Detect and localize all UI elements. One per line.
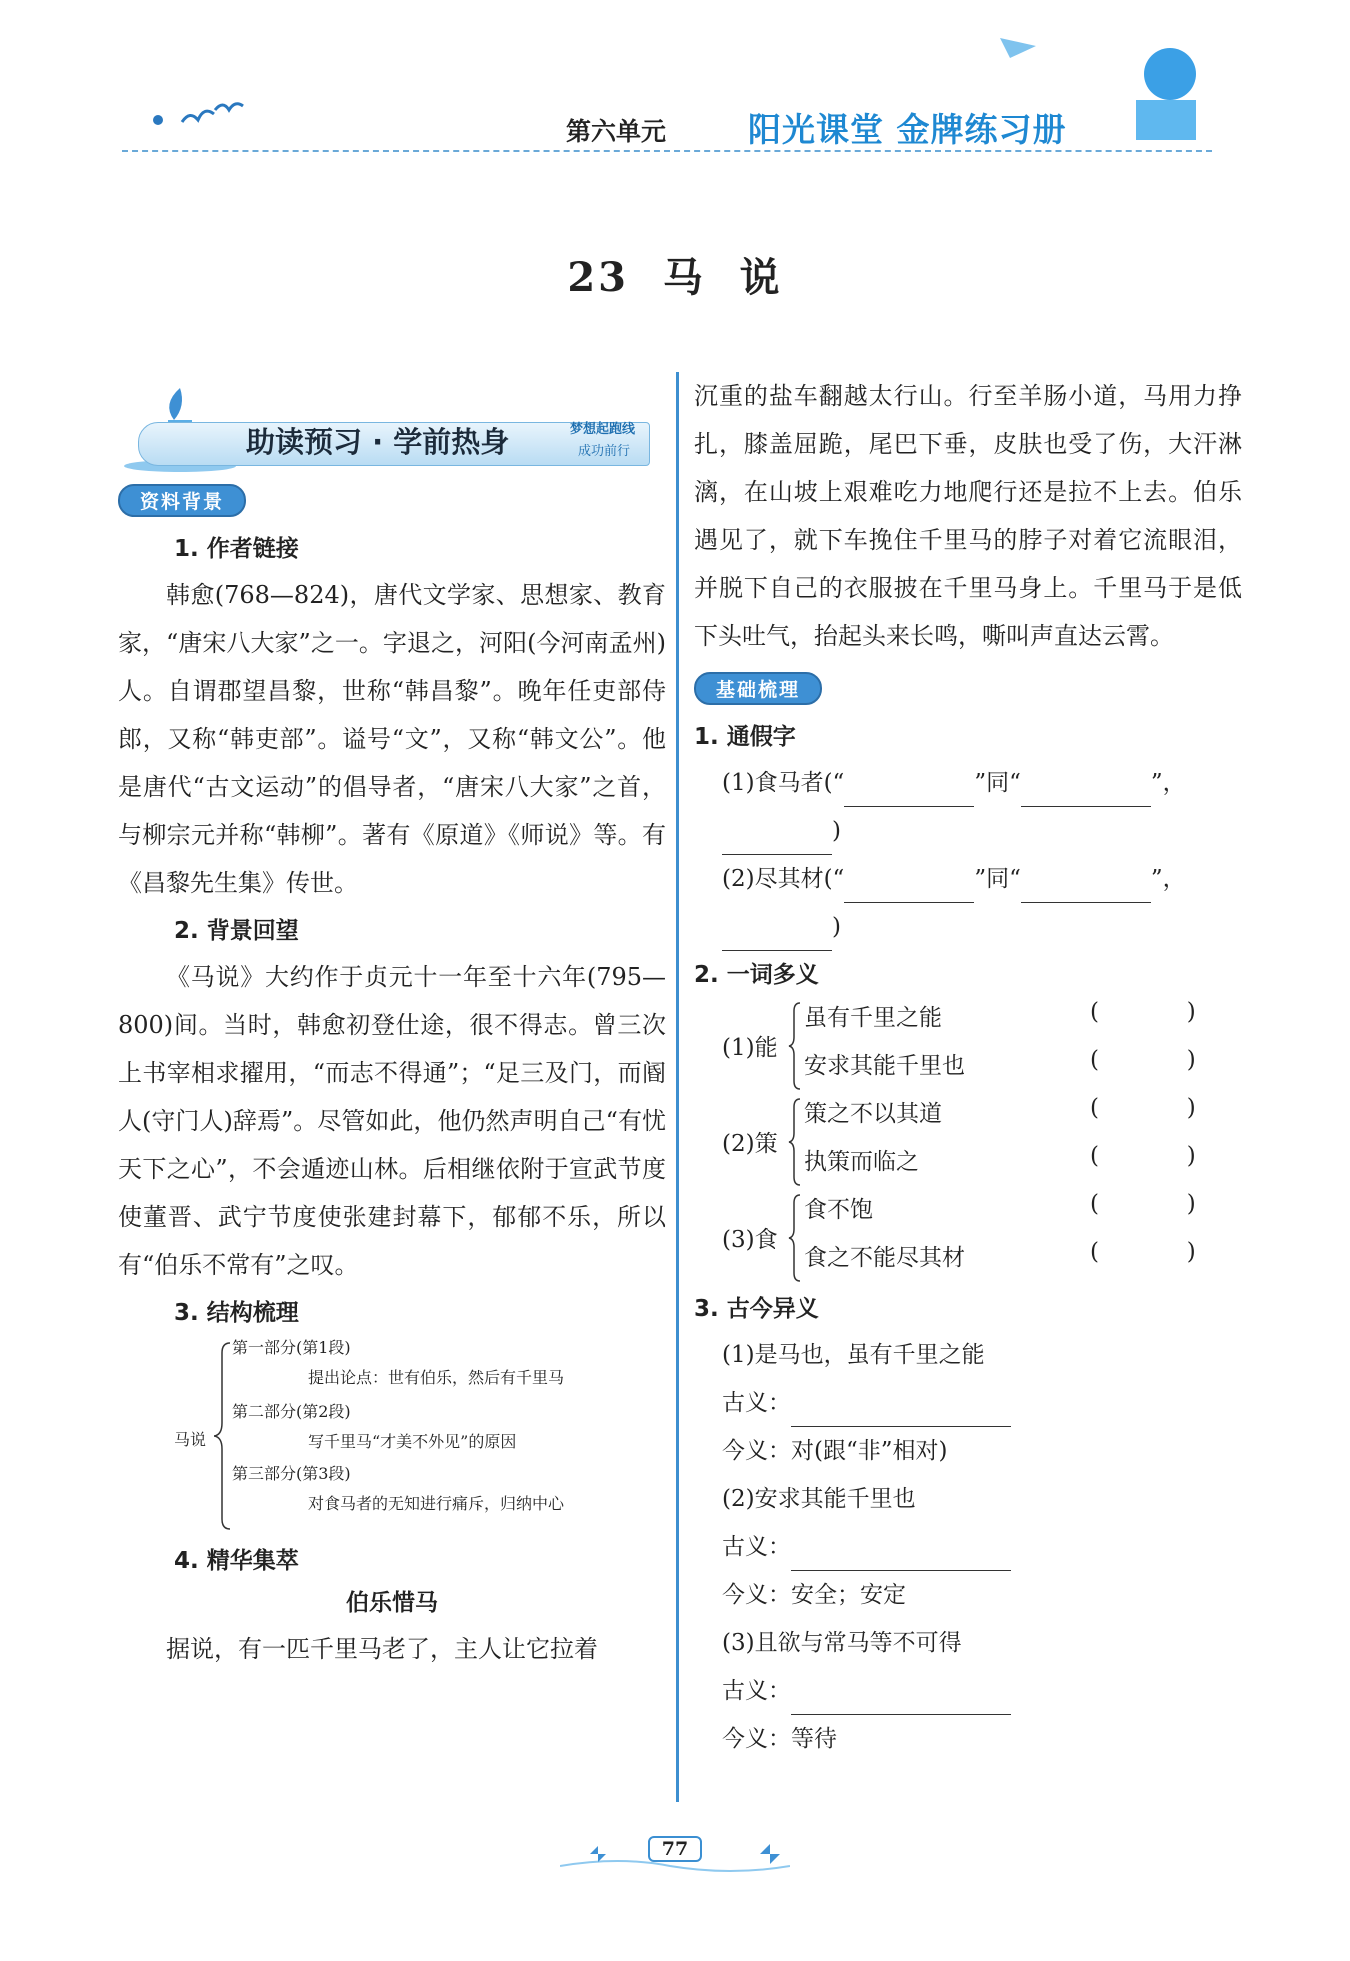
- paragraph: 韩愈(768—824)，唐代文学家、思想家、教育家，“唐宋八大家”之一。字退之，河阳(今河南孟州)人。自谓郡望昌黎，世称“韩昌黎”。晚年任吏部侍郎，又称“韩吏部”。谥号“文”，又称“韩文公”。他是唐代“古文运动”的倡导者，“唐宋八大家”之首，与柳宗元并称“韩柳”。著有《原道》《师说》等。有《昌黎先生集》传世。: [118, 581, 666, 897]
- structure-part: 第一部分(第1段): [232, 1338, 351, 1357]
- question: [694, 1523, 1242, 1571]
- polysemy-sentence: 执策而临之: [804, 1149, 919, 1175]
- subheading: 3. 古今异义: [694, 1296, 819, 1322]
- answer-parens[interactable]: ( ): [1090, 1191, 1196, 1217]
- column-divider: [676, 372, 679, 1802]
- paragraph: 沉重的盐车翻越太行山。行至羊肠小道，马用力挣扎，膝盖屈跪，尾巴下垂，皮肤也受了伤，大汗淋漓，在山坡上艰难吃力地爬行还是拉不上去。伯乐遇见了，就下车挽住千里马的脖子对着它流眼泪，并脱下自己的衣服披在千里马身上。千里马于是低下头吐气，抬起头来长鸣，嘶叫声直达云霄。: [694, 382, 1242, 650]
- unit-label: 第六单元: [566, 117, 667, 146]
- jin-text: 今义：等待: [722, 1726, 837, 1752]
- question-text: (2)尽其材(“: [722, 866, 845, 892]
- left-column: [118, 380, 666, 1673]
- book-stack-icon: [1136, 100, 1196, 140]
- answer-blank[interactable]: [1021, 776, 1151, 807]
- answer-blank[interactable]: [791, 1396, 1011, 1427]
- answer-parens[interactable]: ( ): [1090, 1239, 1196, 1265]
- answer-blank[interactable]: [844, 776, 974, 807]
- question-text: ”，: [1150, 770, 1186, 796]
- answer-blank[interactable]: [722, 920, 832, 951]
- pinwheel-icon: [760, 1844, 780, 1864]
- question: [694, 1379, 1242, 1427]
- question: [694, 1571, 1242, 1619]
- polysemy-sentence: 食不饱: [804, 1197, 873, 1223]
- question: [694, 807, 1242, 855]
- answer-parens[interactable]: ( ): [1090, 1143, 1196, 1169]
- page-title: 23 马 说: [567, 254, 783, 301]
- question: [694, 1667, 1242, 1715]
- polysemy-sentence: 安求其能千里也: [804, 1053, 965, 1079]
- jin-text: 今义：对(跟“非”相对): [722, 1438, 948, 1464]
- jin-text: 今义：安全；安定: [722, 1582, 906, 1608]
- structure-part: 第三部分(第3段): [232, 1464, 351, 1483]
- pinwheel-icon: [590, 1846, 606, 1862]
- polysemy-sentence: 策之不以其道: [804, 1101, 942, 1127]
- question: [694, 1427, 1242, 1475]
- paper-plane-icon: [1000, 38, 1036, 58]
- footer-decoration: [560, 1838, 790, 1872]
- polysemy-group: [694, 1189, 1242, 1285]
- question-text: ”同“: [974, 866, 1021, 892]
- polysemy-label: (2)策: [722, 1131, 778, 1157]
- question: [694, 1331, 1242, 1379]
- question-text: (3)且欲与常马等不可得: [722, 1630, 962, 1656]
- question: [694, 855, 1242, 903]
- question: [694, 1715, 1242, 1763]
- banner-subtitle: 成功前行: [578, 444, 631, 459]
- section-tag: 资料背景: [118, 484, 246, 517]
- structure-diagram: [118, 1335, 666, 1537]
- footer: [0, 1836, 1350, 1862]
- brace-icon: [788, 1001, 804, 1091]
- structure-desc: 写千里马“才美不外见”的原因: [308, 1432, 517, 1451]
- paragraph: 《马说》大约作于贞元十一年至十六年(795—800)间。当时，韩愈初登仕途，很不得志。曾三次上书宰相求擢用，“而志不得通”；“足三及门，而阍人(守门人)辞焉”。尽管如此，他仍然声明自己“有忧天下之心”，不会遁迹山林。后相继依附于宣武节度使董晋、武宁节度使张建封幕下，郁郁不乐，所以有“伯乐不常有”之叹。: [118, 963, 666, 1279]
- subheading: 4. 精华集萃: [174, 1548, 299, 1574]
- paragraph: 据说，有一匹千里马老了，主人让它拉着: [166, 1635, 598, 1663]
- answer-blank[interactable]: [791, 1684, 1011, 1715]
- brace-icon: [214, 1341, 234, 1531]
- section-tag: 基础梳理: [694, 672, 822, 705]
- polysemy-group: [694, 997, 1242, 1093]
- subheading: 1. 通假字: [694, 724, 796, 750]
- answer-blank[interactable]: [791, 1540, 1011, 1571]
- gu-label: 古义：: [722, 1534, 791, 1560]
- polysemy-label: (3)食: [722, 1227, 778, 1253]
- section-banner: [118, 380, 658, 472]
- answer-blank[interactable]: [722, 824, 832, 855]
- question-text: (1)是马也，虽有千里之能: [722, 1342, 985, 1368]
- subheading: 2. 背景回望: [174, 918, 299, 944]
- brand-title: 阳光课堂 金牌练习册: [748, 110, 1067, 149]
- structure-desc: 对食马者的无知进行痛斥，归纳中心: [308, 1494, 565, 1513]
- answer-blank[interactable]: [1021, 872, 1151, 903]
- question: [694, 903, 1242, 951]
- bird-icon: [215, 104, 243, 110]
- polysemy-group: [694, 1093, 1242, 1189]
- bird-icon: [182, 111, 214, 122]
- page-number: 77: [648, 1836, 702, 1862]
- structure-root: 马说: [174, 1430, 207, 1449]
- gu-label: 古义：: [722, 1678, 791, 1704]
- story-title: 伯乐惜马: [346, 1590, 438, 1616]
- question-text: ): [832, 914, 841, 940]
- subheading: 2. 一词多义: [694, 962, 819, 988]
- question: [694, 1619, 1242, 1667]
- answer-parens[interactable]: ( ): [1090, 1095, 1196, 1121]
- brace-icon: [788, 1193, 804, 1283]
- answer-parens[interactable]: ( ): [1090, 1047, 1196, 1073]
- gu-label: 古义：: [722, 1390, 791, 1416]
- banner-subtitle: 梦想起跑线: [570, 422, 636, 437]
- globe-icon: [1144, 48, 1196, 100]
- header-dot-icon: [153, 115, 163, 125]
- right-column: [694, 372, 1242, 1763]
- answer-parens[interactable]: ( ): [1090, 999, 1196, 1025]
- question-text: (2)安求其能千里也: [722, 1486, 916, 1512]
- polysemy-sentence: 食之不能尽其材: [804, 1245, 965, 1271]
- polysemy-label: (1)能: [722, 1035, 778, 1061]
- question-text: ): [832, 818, 841, 844]
- structure-desc: 提出论点：世有伯乐，然后有千里马: [308, 1368, 565, 1387]
- question-text: ”，: [1150, 866, 1186, 892]
- question-text: (1)食马者(“: [722, 770, 845, 796]
- question: [694, 1475, 1242, 1523]
- banner-title: 助读预习 · 学前热身: [246, 425, 510, 459]
- question: [694, 759, 1242, 807]
- brace-icon: [788, 1097, 804, 1187]
- answer-blank[interactable]: [844, 872, 974, 903]
- polysemy-sentence: 虽有千里之能: [804, 1005, 942, 1031]
- subheading: 1. 作者链接: [174, 536, 299, 562]
- question-text: ”同“: [974, 770, 1021, 796]
- subheading: 3. 结构梳理: [174, 1300, 299, 1326]
- structure-part: 第二部分(第2段): [232, 1402, 351, 1421]
